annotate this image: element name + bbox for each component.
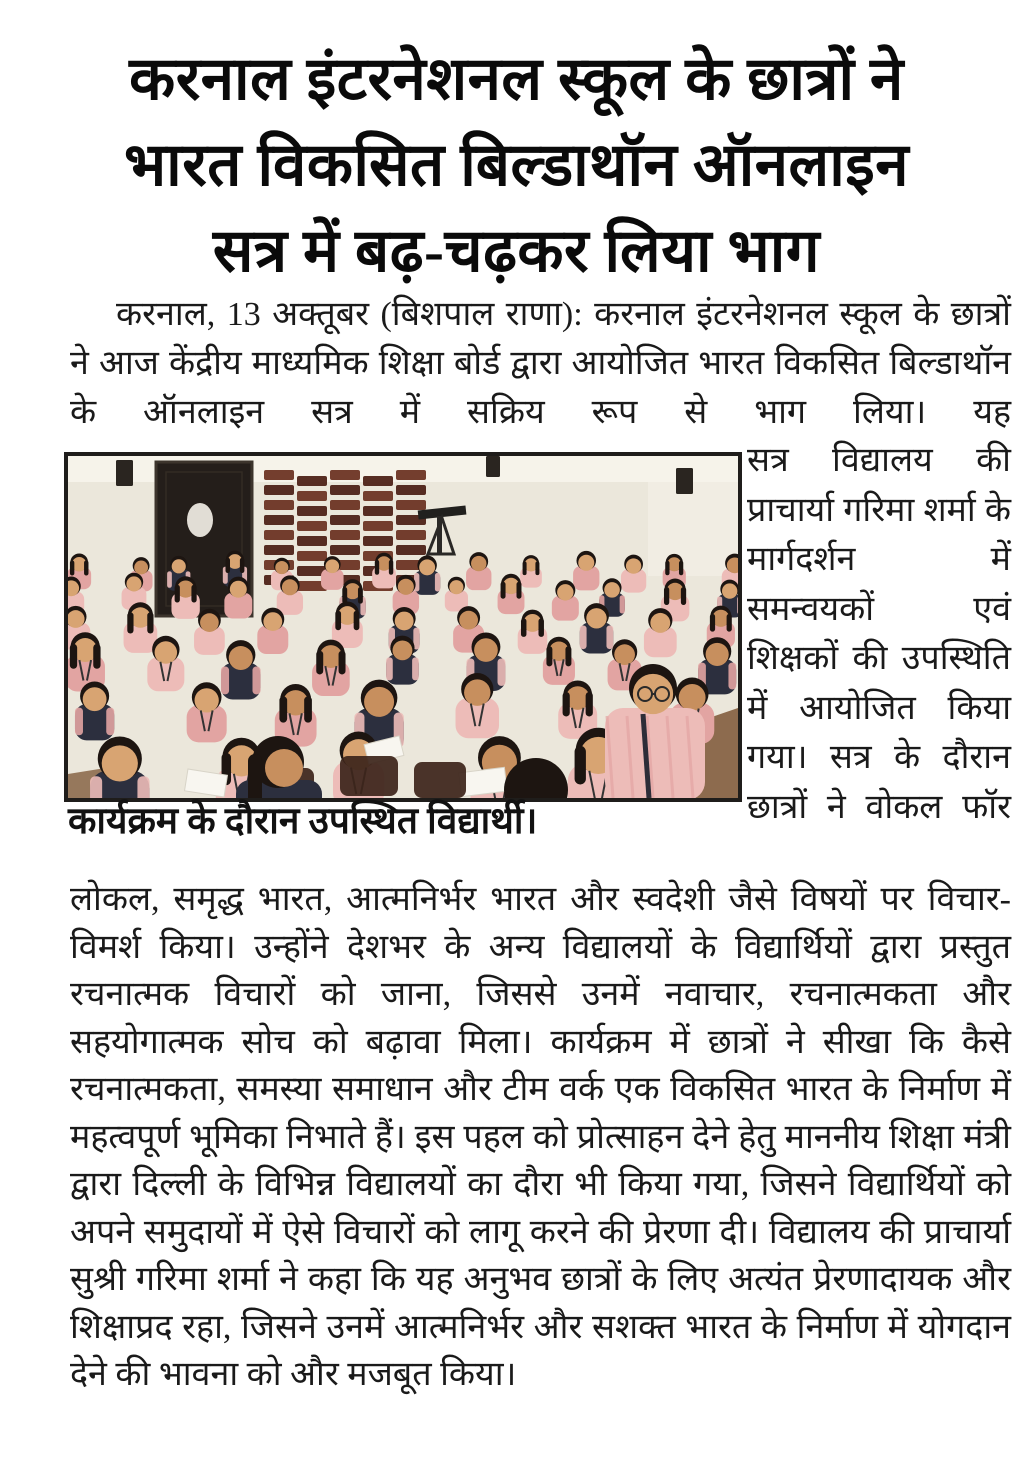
- article-photo: [64, 452, 742, 802]
- photo-side-column: सत्र विद्यालय की प्राचार्या गरिमा शर्मा के मार्गदर्शन में समन्वयकों एवं शिक्षकों की उपस्थिति में आयोजित किया गया। सत्र के दौरान छात्रों ने वोकल फॉर: [747, 442, 1011, 826]
- headline-line: करनाल इंटरनेशनल स्कूल के छात्रों ने: [129, 46, 904, 112]
- headline-line: भारत विकसित बिल्डाथॉन ऑनलाइन: [123, 132, 910, 198]
- lead-paragraph: करनाल, 13 अक्तूबर (बिशपाल राणा): करनाल इंटरनेशनल स्कूल के छात्रों ने आज केंद्रीय माध्यमिक शिक्षा बोर्ड द्वारा आयोजित भारत विकसित बिल्डाथॉन के ऑनलाइन सत्र में सक्रिय रूप से भाग लिया। यह: [70, 296, 1011, 431]
- photo-caption: कार्यक्रम के दौरान उपस्थित विद्यार्थी।: [68, 801, 538, 842]
- article-headline: [28, 36, 1005, 294]
- classroom-photo-illustration: [68, 456, 738, 798]
- article-body: लोकल, समृद्ध भारत, आत्मनिर्भर भारत और स्वदेशी जैसे विषयों पर विचार-विमर्श किया। उन्होंने देशभर के अन्य विद्यालयों के विद्यार्थियों द्वारा प्रस्तुत रचनात्मक विचारों को जाना, जिससे उनमें नवाचार, रचनात्मकता और सहयोगात्मक सोच को बढ़ावा मिला। कार्यक्रम में छात्रों ने सीखा कि कैसे रचनात्मकता, समस्या समाधान और टीम वर्क एक विकसित भारत के निर्माण में महत्वपूर्ण भूमिका निभाते हैं। इस पहल को प्रोत्साहन देने हेतु माननीय शिक्षा मंत्री द्वारा दिल्ली के विभिन्न विद्यालयों का दौरा भी किया गया, जिसने विद्यार्थियों को अपने समुदायों में ऐसे विचारों को लागू करने की प्रेरणा दी। विद्यालय की प्राचार्या सुश्री गरिमा शर्मा ने कहा कि यह अनुभव छात्रों के लिए अत्यंत प्रेरणादायक और शिक्षाप्रद रहा, जिसने उनमें आत्मनिर्भर और सशक्त भारत के निर्माण में योगदान देने की भावना को और मजबूत किया।: [70, 881, 1011, 1393]
- headline-line: सत्र में बढ़-चढ़कर लिया भाग: [212, 218, 821, 284]
